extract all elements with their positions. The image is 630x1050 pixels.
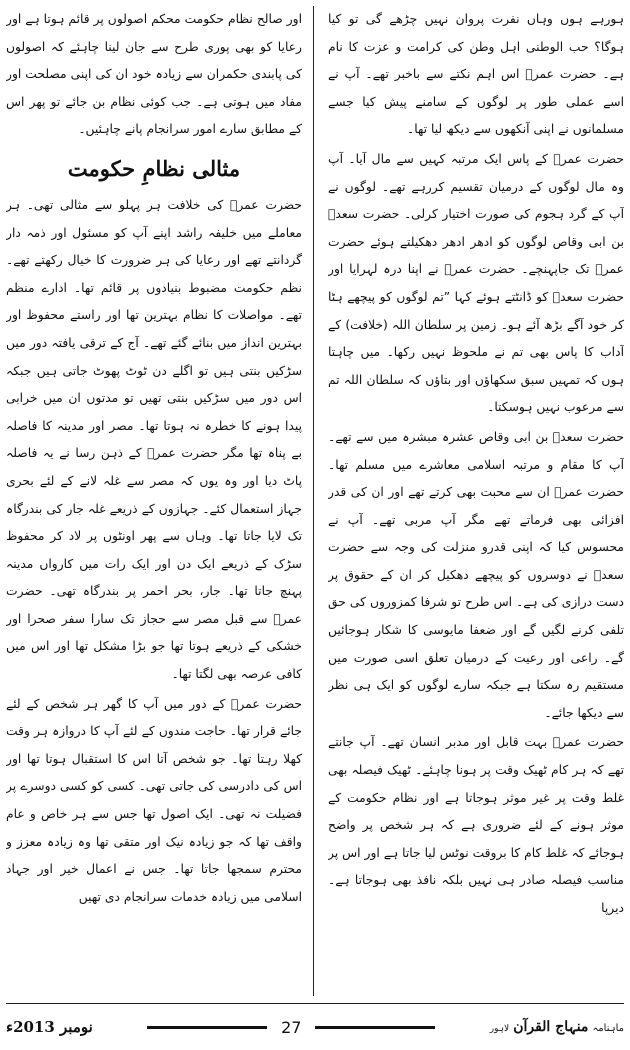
publication-title: منہاج القرآن [513,1019,589,1035]
paragraph: اور صالح نظام حکومت محکم اصولوں پر قائم ہوتا ہے اور رعایا کو بھی پوری طرح سے جان لینا چاہئے کہ اصولوں کی پابندی حکمران سے زیادہ خود ان کی اپنی مصلحت اور مفاد میں ہوتی ہے۔ جب کوئی نظام بن جائے تو پھر اس کے مطابق سارے امور سرانجام پانے چاہئیں۔ [6,12,302,137]
page-footer [6,1008,624,1046]
paragraph: حضرت عمرؓ کے دور میں آپ کا گھر ہر شخص کے لئے جائے قرار تھا۔ حاجت مندوں کے لئے آپ کا دروازہ ہر وقت کھلا رہتا تھا۔ جو شخص آتا اس کا استقبال ہوتا تھا اور اس کی دادرسی کی جاتی تھی۔ کسی کو کسی دوسرے پر فضیلت نہ تھی۔ ایک اصول تھا جس سے ہر خاص و عام واقف تھا کہ جو زیادہ نیک اور متقی تھا وہ زیادہ معزز و محترم سمجھا جاتا تھا۔ جس نے اعمال خیر اور جہاد اسلامی میں زیادہ خدمات سرانجام دی تھیں [6,696,302,904]
paragraph: حضرت عمرؓ بہت قابل اور مدبر انسان تھے۔ آپ جانتے تھے کہ ہر کام ٹھیک وقت پر ہونا چاہئے۔ ٹھیک فیصلہ بھی غلط وقت پر غیر موثر ہوجاتا ہے اور نظام حکومت کے موثر ہونے کے لئے ضروری ہے کہ ہر شخص پر واضح ہوجائے کہ غلط کام کا بروقت نوٹس لیا جاتا ہے اور اس پر مناسب فیصلہ صادر ہی نہیں بلکہ نافذ بھی ہوجاتا ہے۔ دیرپا [328,735,624,915]
footer-bar-right [315,1026,435,1029]
column-divider [313,6,314,996]
publication-name [490,1019,624,1035]
paragraph: ہورہے ہوں وہاں نفرت پروان نہیں چڑھے گی تو کیا ہوگا؟ حب الوطنی اہل وطن کی کرامت و عزت کا نام ہے۔ حضرت عمرؓ اس اہم نکتے سے باخبر تھے۔ آپ نے اسے عملی طور پر لوگوں کے سامنے پیش کیا جسے مسلمانوں نے اپنی آنکھوں سے دیکھ لیا تھا۔ [328,12,624,137]
publication-prefix: ماہنامہ [592,1023,624,1034]
publication-city: لاہور [489,1024,510,1034]
section-heading: مثالی نظامِ حکومت [67,155,241,181]
footer-bar-left [147,1026,267,1029]
issue-date: نومبر 2013ء [6,1018,93,1036]
footer-rule [6,1003,624,1004]
footer-center [147,1018,435,1037]
paragraph: حضرت عمرؓ کی خلافت ہر پہلو سے مثالی تھی۔ ہر معاملے میں خلیفہ راشد اپنے آپ کو مسئول اور ذمہ دار گردانتے تھے اور رعایا کی ہر ضرورت کا خیال رکھتے تھے۔ نظم حکومت مضبوط بنیادوں پر قائم تھا۔ ادارے منظم تھے۔ مواصلات کا نظام بہترین تھا اور راستے محفوظ اور بہترین انداز میں بنائے گئے تھے۔ آج کے ترقی یافتہ دور میں سڑکیں بنتی ہیں تو اگلے دن ٹوٹ پھوٹ جاتی ہیں جبکہ اس دور میں سڑکیں بنتی تھیں تو مدتوں ان میں خرابی پیدا ہونے کا خطرہ نہ ہوتا تھا۔ مصر اور مدینہ کا فاصلہ بے پناہ تھا مگر حضرت عمرؓ کے ذہن رسا نے یہ فاصلہ پاٹ دیا اور وہ یوں کہ مصر سے غلہ لانے کے لئے بحری جہاز استعمال کئے۔ جہازوں کے ذریعے غلہ جار کی بندرگاہ تک لایا جاتا تھا۔ وہاں سے پھر اونٹوں پر لاد کر محفوظ سڑک کے ذریعے ایک دن اور ایک رات میں کارواں مدینہ پہنچ جاتا تھا۔ جار، بحر احمر پر بندرگاہ تھی۔ حضرت عمرؓ سے قبل مصر سے حجاز تک سارا سفر صحرا اور خشکی کے ذریعے ہوتا تھا جو بڑا مشکل تھا اور اس میں کافی عرصہ بھی لگتا تھا۔ [6,197,302,682]
paragraph: حضرت عمرؓ کے پاس ایک مرتبہ کہیں سے مال آیا۔ آپ وہ مال لوگوں کے درمیان تقسیم کررہے تھے۔ لوگوں نے آپ کے گرد ہجوم کی صورت اختیار کرلی۔ حضرت سعدؓ بن ابی وقاص لوگوں کو ادھر ادھر دھکیلتے ہوئے حضرت عمرؓ تک جاپہنچے۔ حضرت عمرؓ نے اپنا درہ لہرایا اور حضرت سعدؓ کو ڈانٹتے ہوئے کہا ”تم لوگوں کو پیچھے ہٹا کر خود آگے بڑھ آئے ہو۔ زمین پر سلطان اللہ (خلافت) کے آداب کا پاس بھی تم نے ملحوظ نہیں رکھا۔ میں چاہتا ہوں کہ تمہیں سبق سکھاؤں اور بتاؤں کہ سلطان اللہ تم سے مرعوب نہیں ہوسکتا۔ [328,151,624,415]
left-column [6,6,302,998]
right-column [328,6,624,998]
page-number: 27 [281,1017,302,1037]
paragraph: حضرت سعدؓ بن ابی وقاص عشرہ مبشرہ میں سے تھے۔ آپ کا مقام و مرتبہ اسلامی معاشرے میں مسلم تھا۔ حضرت عمرؓ ان سے محبت بھی کرتے تھے اور ان کی قدر افزائی بھی فرماتے تھے مگر آپ مربی تھے۔ آپ نے محسوس کیا کہ اپنی قدرو منزلت کی وجہ سے حضرت سعدؓ نے دوسروں کو پیچھے دھکیل کر ان کے حقوق پر دست درازی کی ہے۔ اس طرح تو شرفا کمزوروں کی حق تلفی کرنے لگیں گے اور ضعفا مایوسی کا شکار ہوجائیں گے۔ راعی اور رعیت کے درمیان تعلق اسی صورت میں مستقیم رہ سکتا ہے جبکہ سارے لوگوں کو ایک ہی نظر سے دیکھا جائے۔ [328,429,624,720]
